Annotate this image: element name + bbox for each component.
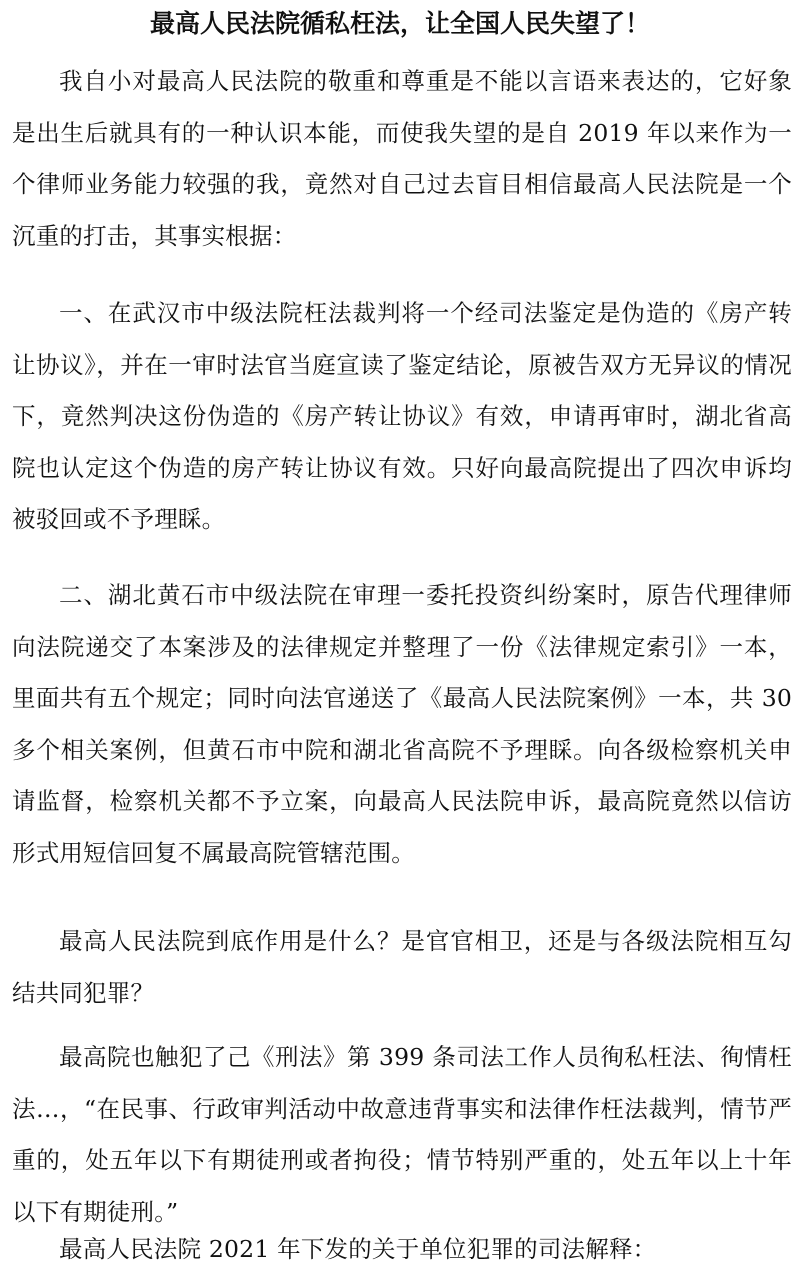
paragraph-criminal-law: 最高院也触犯了己《刑法》第 399 条司法工作人员徇私枉法、徇情枉法…，“在民事、行政审判活动中故意违背事实和法律作枉法裁判，情节严重的，处五年以下有期徒刑或者拘役；情节特别严重的，处五年以上十年以下有期徒刑。”: [12, 1043, 792, 1226]
paragraph-judicial-interpretation: 最高人民法院 2021 年下发的关于单位犯罪的司法解释：: [59, 1235, 657, 1263]
paragraph-fact-two: 二、湖北黄石市中级法院在审理一委托投资纠纷案时，原告代理律师向法院递交了本案涉及的法律规定并整理了一份《法律规定索引》一本，里面共有五个规定；同时向法官递送了《最高人民法院案例》一本，共 30 多个相关案例，但黄石市中院和湖北省高院不予理睬。向各级检察机关申请监督，检察机关都不予立案，向最高人民法院申诉，最高院竟然以信访形式用短信回复不属最高院管辖范围。: [12, 581, 792, 867]
document-title: 最高人民法院循私枉法，让全国人民失望了！: [149, 9, 650, 38]
paragraph-question: 最高人民法院到底作用是什么？是官官相卫，还是与各级法院相互勾结共同犯罪？: [12, 927, 792, 1007]
paragraph-intro: 我自小对最高人民法院的敬重和尊重是不能以言语来表达的，它好象是出生后就具有的一种认识本能，而使我失望的是自 2019 年以来作为一个律师业务能力较强的我，竟然对自己过去盲目相信最高人民法院是一个沉重的打击，其事实根据：: [12, 67, 792, 250]
paragraph-fact-one: 一、在武汉市中级法院枉法裁判将一个经司法鉴定是伪造的《房产转让协议》，并在一审时法官当庭宣读了鉴定结论，原被告双方无异议的情况下，竟然判决这份伪造的《房产转让协议》有效，申请再审时，湖北省高院也认定这个伪造的房产转让协议有效。只好向最高院提出了四次申诉均被驳回或不予理睬。: [12, 299, 792, 533]
